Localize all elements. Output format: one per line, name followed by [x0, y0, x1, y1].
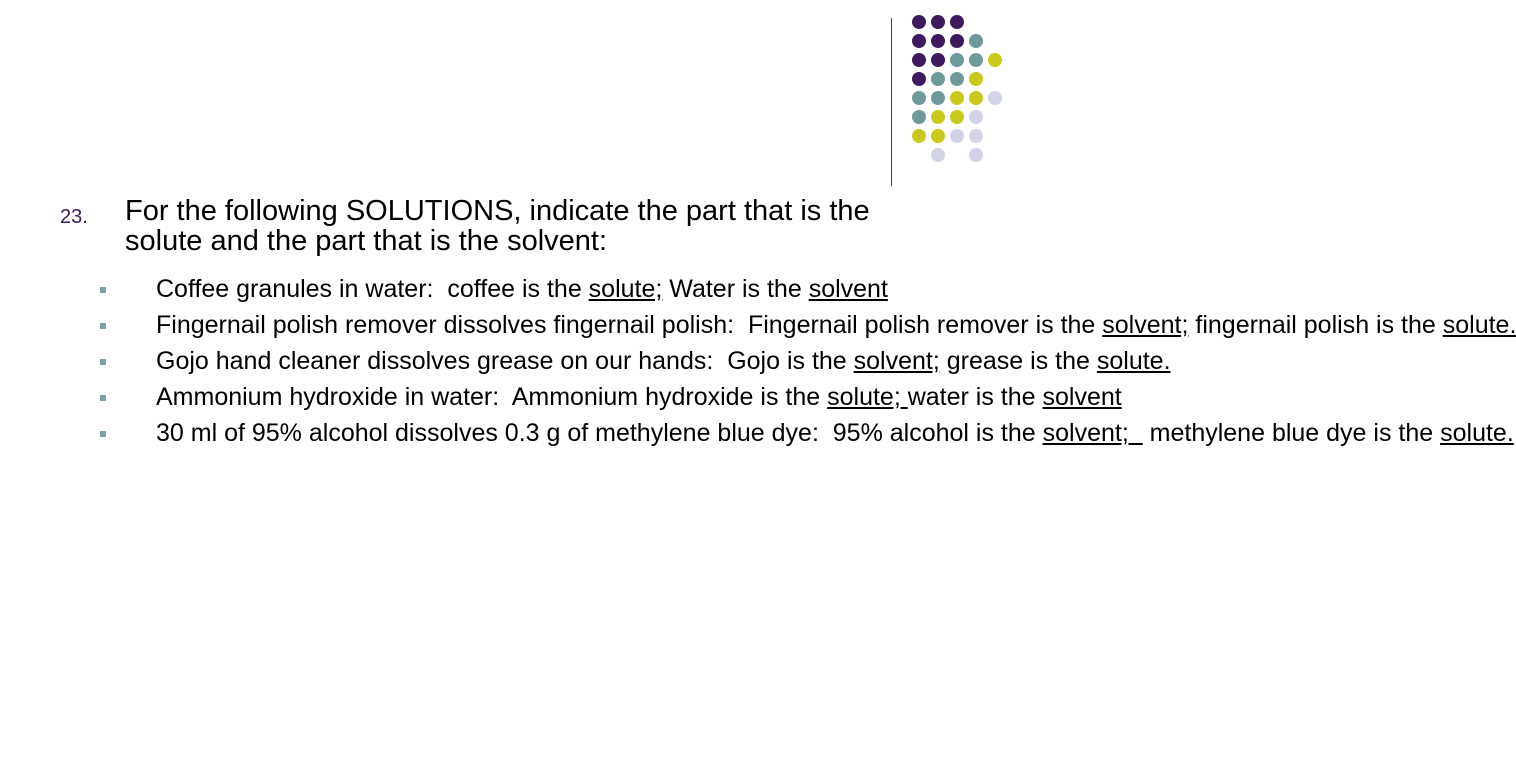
bullet-text-middle: grease is the [939, 347, 1097, 375]
answer-underlined: solvent; [1042, 419, 1143, 447]
answer-underlined: solute. [1440, 419, 1514, 447]
answer-underlined: solvent; [1102, 311, 1189, 339]
square-bullet-icon [100, 359, 106, 365]
square-bullet-icon [100, 395, 106, 401]
bullet-text-middle: fingernail polish is the [1188, 311, 1443, 339]
bullet-text-lead: Gojo hand cleaner dissolves grease on our hands: Gojo is the [156, 347, 854, 375]
list-item [100, 311, 1516, 340]
question-heading: For the following SOLUTIONS, indicate the part that is the solute and the part that is the solvent: [125, 195, 870, 257]
square-bullet-icon [100, 431, 106, 437]
answer-underlined: solute; [588, 275, 663, 303]
question-number: 23. [60, 206, 88, 228]
bullet-text-lead: Coffee granules in water: coffee is the [156, 275, 589, 303]
list-item [100, 383, 1122, 412]
answer-list [100, 275, 1516, 455]
bullet-text-middle: methylene blue dye is the [1142, 419, 1441, 447]
answer-underlined: solute. [1096, 347, 1171, 375]
list-item [100, 419, 1514, 448]
bullet-text-lead: Ammonium hydroxide in water: Ammonium hydroxide is the [156, 383, 828, 411]
square-bullet-icon [100, 323, 106, 329]
bullet-text-middle: Water is the [662, 275, 809, 303]
bullet-text-lead: Fingernail polish remover dissolves fingernail polish: Fingernail polish remover is the [156, 311, 1103, 339]
bullet-text-lead: 30 ml of 95% alcohol dissolves 0.3 g of methylene blue dye: 95% alcohol is the [156, 419, 1043, 447]
answer-underlined: solvent [1042, 383, 1122, 411]
list-item [100, 275, 950, 304]
answer-underlined: solute; [827, 383, 908, 411]
answer-underlined: solvent [808, 275, 888, 303]
answer-underlined: solvent; [853, 347, 940, 375]
list-item [100, 347, 1171, 376]
answer-underlined: solute. [1442, 311, 1516, 339]
bullet-text-middle: water is the [907, 383, 1043, 411]
square-bullet-icon [100, 287, 106, 293]
main-question [60, 196, 940, 256]
